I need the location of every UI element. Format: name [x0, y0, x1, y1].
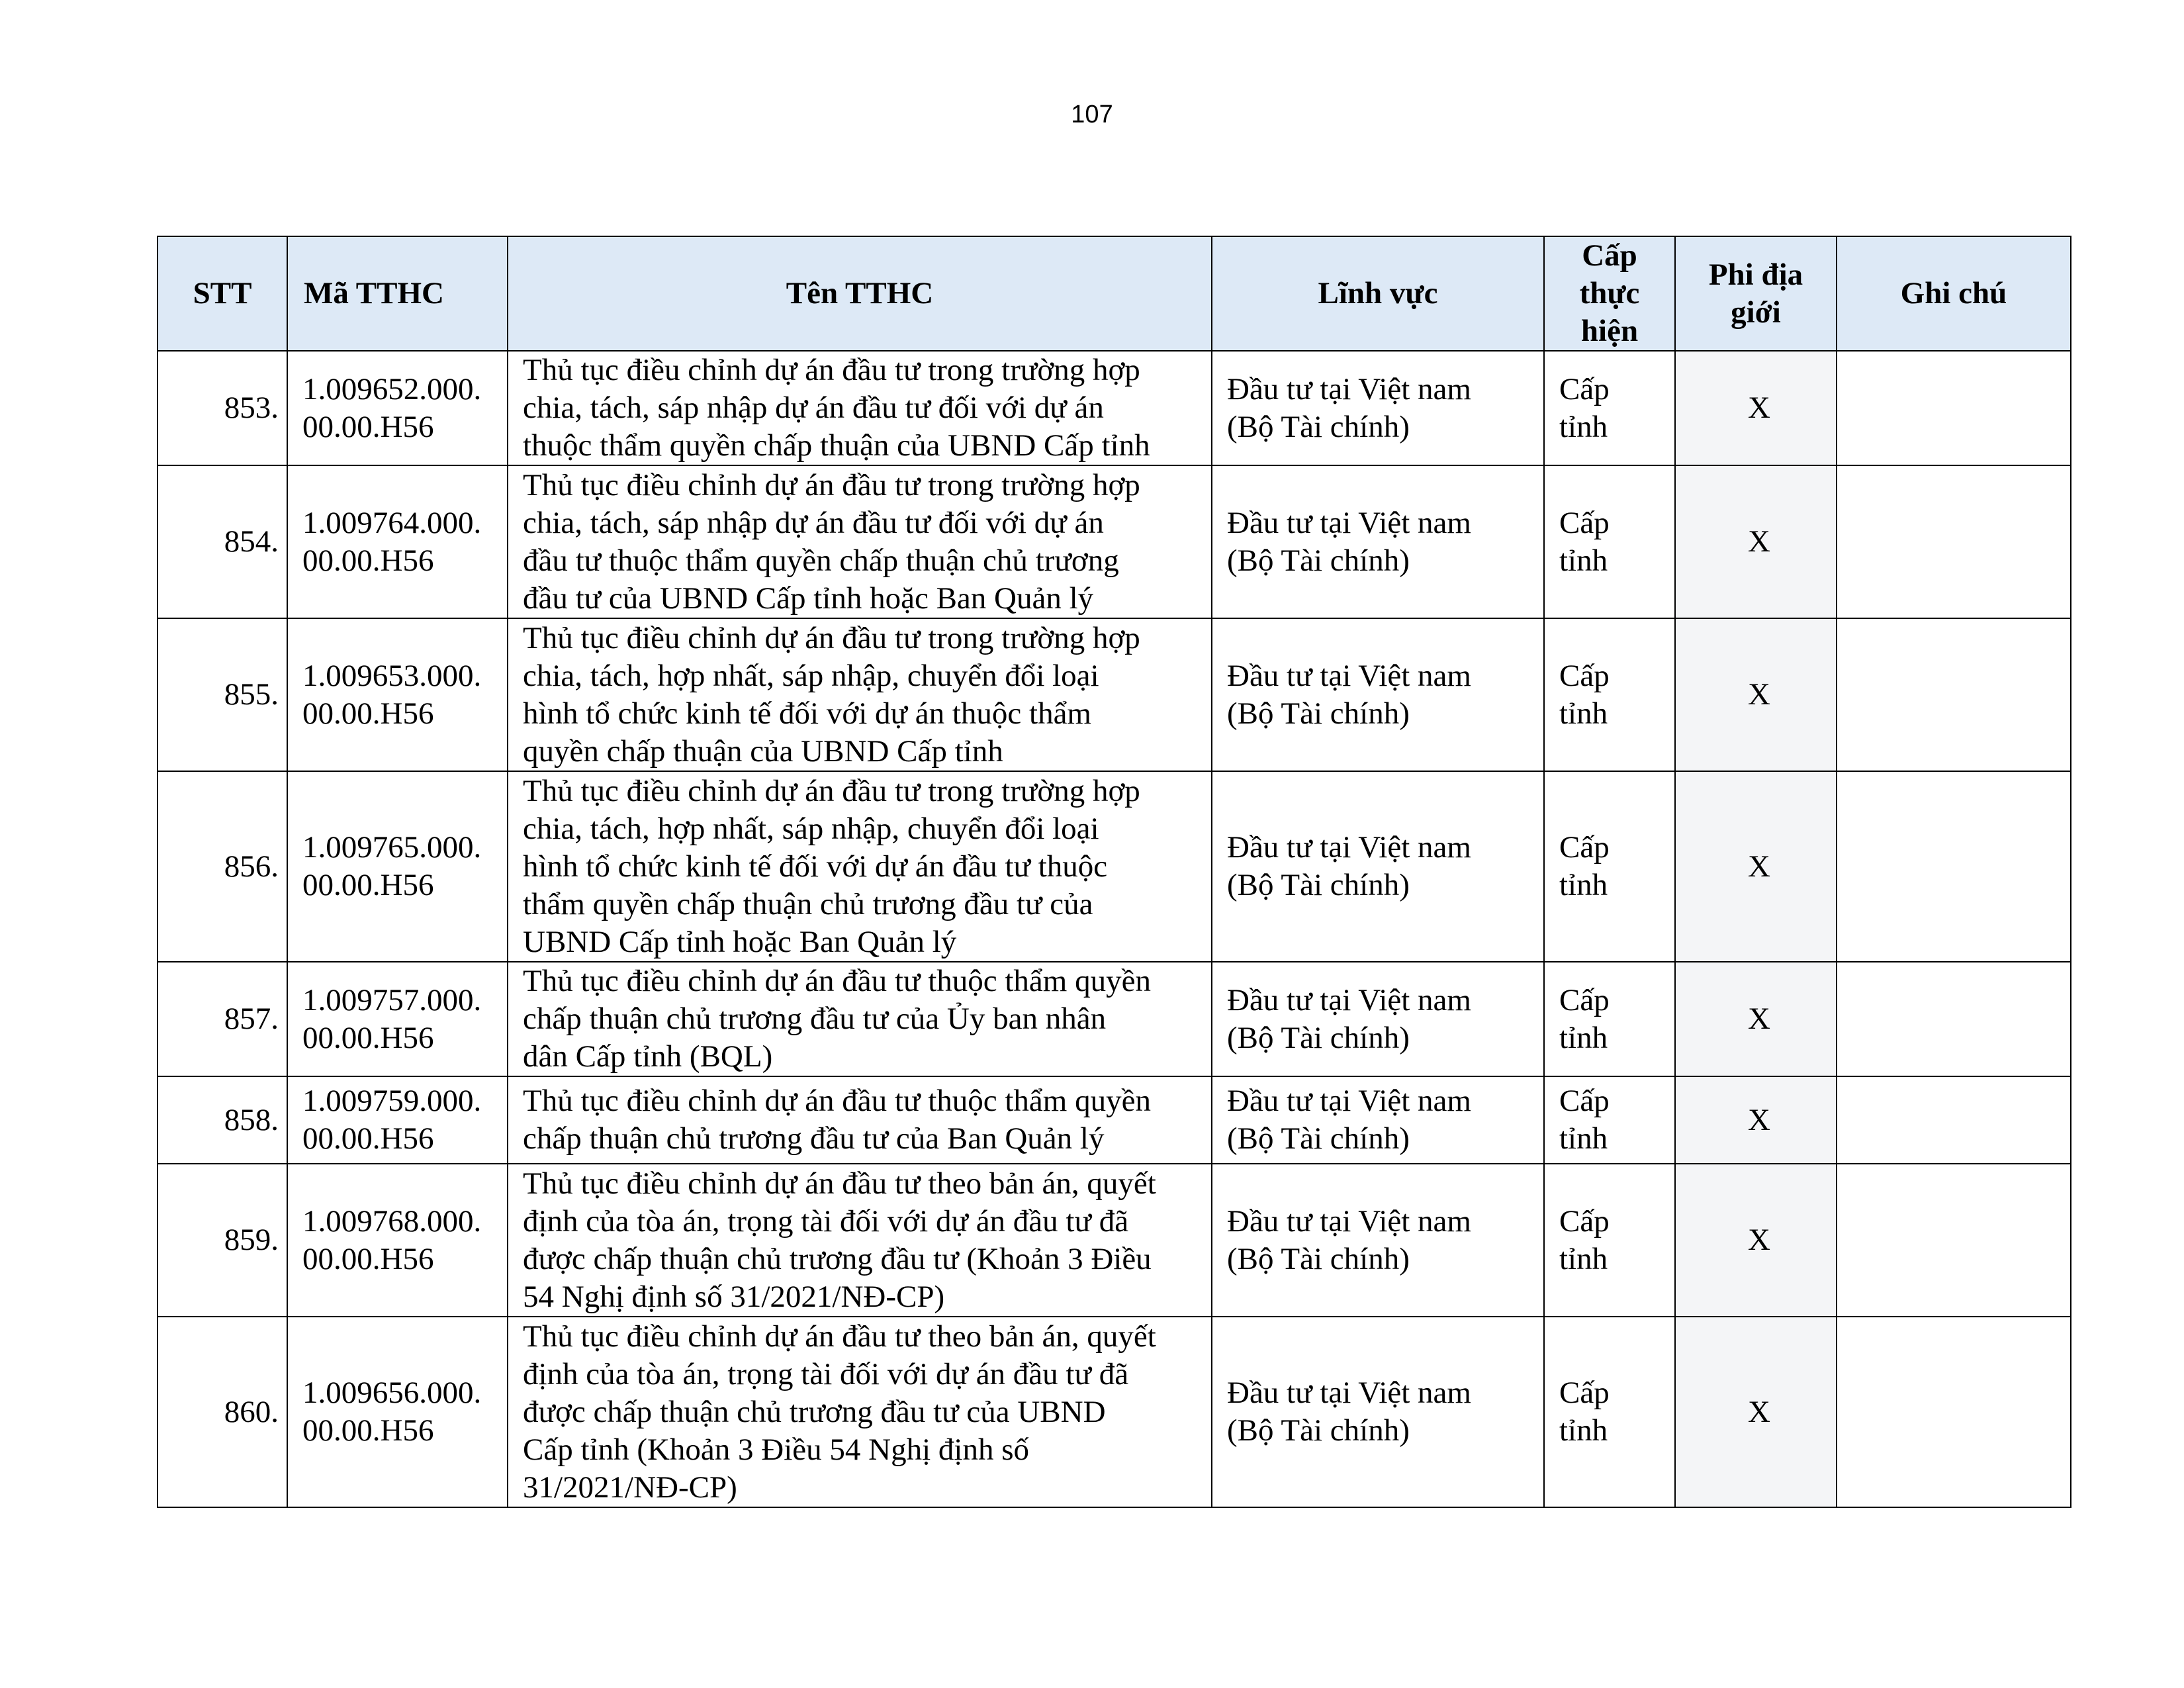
- header-phi-line1: Phi địa: [1708, 257, 1803, 292]
- cell-ghi-chu: [1837, 1076, 2071, 1164]
- ten-line: Thủ tục điều chỉnh dự án đầu tư thuộc thẩm quyền: [523, 964, 1151, 998]
- ten-line: Thủ tục điều chỉnh dự án đầu tư trong trường hợp: [523, 353, 1140, 387]
- cell-ten-tthc: [508, 771, 1212, 962]
- header-cap-thuc-hien: [1544, 236, 1675, 351]
- ma-line: 1.009768.000.: [302, 1203, 482, 1239]
- cell-cap-thuc-hien: [1544, 1317, 1675, 1507]
- ten-line: Thủ tục điều chỉnh dự án đầu tư theo bản án, quyết: [523, 1319, 1156, 1354]
- linh-vuc-line: (Bộ Tài chính): [1227, 1121, 1410, 1156]
- table-row: [158, 962, 2071, 1076]
- linh-vuc-line: Đầu tư tại Việt nam: [1227, 830, 1471, 865]
- cell-cap-thuc-hien: [1544, 351, 1675, 465]
- cell-ghi-chu: [1837, 351, 2071, 465]
- cell-linh-vuc: [1212, 962, 1544, 1076]
- cell-ten-tthc: [508, 1164, 1212, 1317]
- ten-line: hình tổ chức kinh tế đối với dự án thuộc thẩm: [523, 696, 1091, 731]
- cell-ma-tthc: [287, 1317, 508, 1507]
- cell-ghi-chu: [1837, 618, 2071, 771]
- cell-phi-dia-gioi: X: [1675, 771, 1837, 962]
- cell-phi-dia-gioi: X: [1675, 1164, 1837, 1317]
- linh-vuc-line: Đầu tư tại Việt nam: [1227, 658, 1471, 693]
- ten-line: đầu tư thuộc thẩm quyền chấp thuận chủ trương: [523, 543, 1119, 578]
- cap-line: tỉnh: [1559, 696, 1608, 731]
- cell-cap-thuc-hien: [1544, 771, 1675, 962]
- ma-line: 1.009652.000.: [302, 371, 482, 406]
- ten-line: Thủ tục điều chỉnh dự án đầu tư trong trường hợp: [523, 467, 1140, 502]
- linh-vuc-line: Đầu tư tại Việt nam: [1227, 982, 1471, 1017]
- ten-line: định của tòa án, trọng tài đối với dự án đầu tư đã: [523, 1203, 1129, 1239]
- linh-vuc-line: Đầu tư tại Việt nam: [1227, 1203, 1471, 1239]
- cap-line: Cấp: [1559, 505, 1610, 540]
- cell-stt: 859.: [158, 1164, 287, 1317]
- linh-vuc-line: (Bộ Tài chính): [1227, 543, 1410, 578]
- cell-cap-thuc-hien: [1544, 962, 1675, 1076]
- linh-vuc-line: (Bộ Tài chính): [1227, 1413, 1410, 1448]
- linh-vuc-line: Đầu tư tại Việt nam: [1227, 505, 1471, 540]
- ten-line: chia, tách, hợp nhất, sáp nhập, chuyển đổi loại: [523, 811, 1099, 846]
- cell-ghi-chu: [1837, 1164, 2071, 1317]
- ten-line: UBND Cấp tỉnh hoặc Ban Quản lý: [523, 924, 957, 959]
- linh-vuc-line: (Bộ Tài chính): [1227, 1241, 1410, 1276]
- cell-phi-dia-gioi: X: [1675, 1076, 1837, 1164]
- cell-stt: 860.: [158, 1317, 287, 1507]
- ten-line: được chấp thuận chủ trương đầu tư của UBND: [523, 1394, 1106, 1429]
- cell-ma-tthc: [287, 1076, 508, 1164]
- cell-phi-dia-gioi: X: [1675, 962, 1837, 1076]
- table-row: [158, 1076, 2071, 1164]
- table-row: [158, 618, 2071, 771]
- linh-vuc-line: Đầu tư tại Việt nam: [1227, 1376, 1471, 1410]
- cell-stt: 858.: [158, 1076, 287, 1164]
- cap-line: tỉnh: [1559, 1413, 1608, 1448]
- cell-phi-dia-gioi: X: [1675, 351, 1837, 465]
- ten-line: Thủ tục điều chỉnh dự án đầu tư trong trường hợp: [523, 620, 1140, 655]
- cell-ma-tthc: [287, 962, 508, 1076]
- header-phi-line2: giới: [1731, 295, 1781, 330]
- header-cap-line3: hiện: [1580, 314, 1639, 348]
- ten-line: Thủ tục điều chỉnh dự án đầu tư trong trường hợp: [523, 773, 1140, 808]
- ma-line: 00.00.H56: [302, 696, 434, 731]
- cell-linh-vuc: [1212, 1317, 1544, 1507]
- cell-cap-thuc-hien: [1544, 618, 1675, 771]
- cell-ghi-chu: [1837, 465, 2071, 618]
- cell-stt: 855.: [158, 618, 287, 771]
- cell-ten-tthc: [508, 962, 1212, 1076]
- cap-line: tỉnh: [1559, 868, 1608, 902]
- linh-vuc-line: (Bộ Tài chính): [1227, 696, 1410, 731]
- header-ghi-chu: Ghi chú: [1837, 236, 2071, 351]
- cell-ten-tthc: [508, 618, 1212, 771]
- ten-line: đầu tư của UBND Cấp tỉnh hoặc Ban Quản lý: [523, 581, 1094, 616]
- ten-line: Thủ tục điều chỉnh dự án đầu tư thuộc thẩm quyền: [523, 1084, 1151, 1118]
- cell-ma-tthc: [287, 1164, 508, 1317]
- cell-cap-thuc-hien: [1544, 1164, 1675, 1317]
- table-header-row: [158, 236, 2071, 351]
- cell-cap-thuc-hien: [1544, 465, 1675, 618]
- ma-line: 00.00.H56: [302, 1413, 434, 1448]
- table-row: [158, 465, 2071, 618]
- ten-line: chấp thuận chủ trương đầu tư của Ủy ban nhân: [523, 1002, 1107, 1036]
- cap-line: tỉnh: [1559, 1121, 1608, 1156]
- ten-line: được chấp thuận chủ trương đầu tư (Khoản 3 Điều: [523, 1241, 1152, 1276]
- ma-line: 00.00.H56: [302, 1020, 434, 1055]
- linh-vuc-line: (Bộ Tài chính): [1227, 868, 1410, 902]
- ten-line: thuộc thẩm quyền chấp thuận của UBND Cấp tỉnh: [523, 428, 1150, 463]
- cap-line: tỉnh: [1559, 409, 1608, 444]
- cap-line: Cấp: [1559, 658, 1610, 693]
- cell-cap-thuc-hien: [1544, 1076, 1675, 1164]
- cell-stt: 856.: [158, 771, 287, 962]
- cell-ten-tthc: [508, 1317, 1212, 1507]
- ten-line: chia, tách, sáp nhập dự án đầu tư đối với dự án: [523, 505, 1104, 540]
- ten-line: thẩm quyền chấp thuận chủ trương đầu tư của: [523, 886, 1093, 921]
- cell-ghi-chu: [1837, 1317, 2071, 1507]
- table-row: [158, 351, 2071, 465]
- ten-line: dân Cấp tỉnh (BQL): [523, 1039, 773, 1074]
- header-cap-line2: thực: [1579, 276, 1640, 310]
- ma-line: 00.00.H56: [302, 1121, 434, 1156]
- cell-linh-vuc: [1212, 351, 1544, 465]
- ma-line: 1.009656.000.: [302, 1376, 482, 1410]
- linh-vuc-line: Đầu tư tại Việt nam: [1227, 1084, 1471, 1118]
- cap-line: tỉnh: [1559, 1241, 1608, 1276]
- cap-line: Cấp: [1559, 1084, 1610, 1118]
- cell-ten-tthc: [508, 351, 1212, 465]
- linh-vuc-line: (Bộ Tài chính): [1227, 1020, 1410, 1055]
- header-linh-vuc: Lĩnh vực: [1212, 236, 1544, 351]
- cap-line: Cấp: [1559, 1203, 1610, 1239]
- ten-line: định của tòa án, trọng tài đối với dự án đầu tư đã: [523, 1356, 1129, 1391]
- table-row: [158, 1164, 2071, 1317]
- ten-line: Thủ tục điều chỉnh dự án đầu tư theo bản án, quyết: [523, 1166, 1156, 1201]
- cell-ten-tthc: [508, 465, 1212, 618]
- cap-line: tỉnh: [1559, 543, 1608, 578]
- cap-line: tỉnh: [1559, 1020, 1608, 1055]
- cell-stt: 853.: [158, 351, 287, 465]
- cap-line: Cấp: [1559, 982, 1610, 1017]
- ma-line: 00.00.H56: [302, 868, 434, 902]
- linh-vuc-line: (Bộ Tài chính): [1227, 409, 1410, 444]
- procedures-table: [157, 236, 2071, 1508]
- header-ten-tthc: Tên TTHC: [508, 236, 1212, 351]
- ma-line: 00.00.H56: [302, 1241, 434, 1276]
- cell-ghi-chu: [1837, 771, 2071, 962]
- header-cap-line1: Cấp: [1582, 238, 1637, 273]
- ma-line: 00.00.H56: [302, 543, 434, 578]
- ten-line: quyền chấp thuận của UBND Cấp tỉnh: [523, 733, 1003, 769]
- header-stt: STT: [158, 236, 287, 351]
- ten-line: chia, tách, sáp nhập dự án đầu tư đối với dự án: [523, 391, 1104, 425]
- ten-line: hình tổ chức kinh tế đối với dự án đầu tư thuộc: [523, 849, 1108, 884]
- cell-linh-vuc: [1212, 771, 1544, 962]
- page-number: 107: [1071, 101, 1113, 128]
- cell-ma-tthc: [287, 618, 508, 771]
- ma-line: 1.009757.000.: [302, 982, 482, 1017]
- cell-stt: 857.: [158, 962, 287, 1076]
- cell-linh-vuc: [1212, 1164, 1544, 1317]
- ma-line: 1.009764.000.: [302, 505, 482, 540]
- ten-line: Cấp tỉnh (Khoản 3 Điều 54 Nghị định số: [523, 1432, 1029, 1467]
- ten-line: chia, tách, hợp nhất, sáp nhập, chuyển đổi loại: [523, 658, 1099, 693]
- cell-ma-tthc: [287, 465, 508, 618]
- ma-line: 1.009653.000.: [302, 658, 482, 693]
- cap-line: Cấp: [1559, 1376, 1610, 1410]
- cell-linh-vuc: [1212, 1076, 1544, 1164]
- ma-line: 00.00.H56: [302, 409, 434, 444]
- cell-phi-dia-gioi: X: [1675, 1317, 1837, 1507]
- cap-line: Cấp: [1559, 371, 1610, 406]
- header-phi-dia-gioi: [1675, 236, 1837, 351]
- cell-ten-tthc: [508, 1076, 1212, 1164]
- cell-ma-tthc: [287, 351, 508, 465]
- ten-line: chấp thuận chủ trương đầu tư của Ban Quản lý: [523, 1121, 1105, 1156]
- cell-linh-vuc: [1212, 465, 1544, 618]
- cell-stt: 854.: [158, 465, 287, 618]
- cap-line: Cấp: [1559, 830, 1610, 865]
- cell-phi-dia-gioi: X: [1675, 465, 1837, 618]
- cell-ghi-chu: [1837, 962, 2071, 1076]
- linh-vuc-line: Đầu tư tại Việt nam: [1227, 371, 1471, 406]
- cell-linh-vuc: [1212, 618, 1544, 771]
- table-row: [158, 1317, 2071, 1507]
- table-row: [158, 771, 2071, 962]
- header-ma-tthc: Mã TTHC: [287, 236, 508, 351]
- ma-line: 1.009759.000.: [302, 1084, 482, 1118]
- ten-line: 54 Nghị định số 31/2021/NĐ-CP): [523, 1279, 945, 1314]
- cell-ma-tthc: [287, 771, 508, 962]
- ten-line: 31/2021/NĐ-CP): [523, 1470, 737, 1505]
- ma-line: 1.009765.000.: [302, 830, 482, 865]
- cell-phi-dia-gioi: X: [1675, 618, 1837, 771]
